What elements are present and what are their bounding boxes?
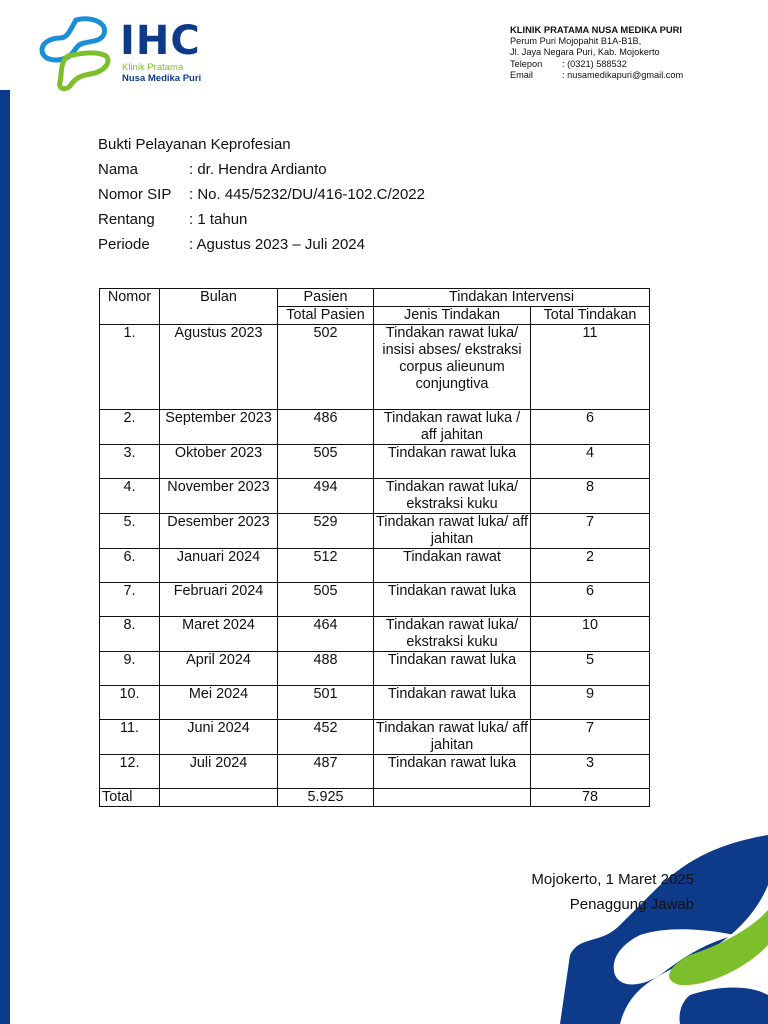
cell-pasien: 488 [278, 652, 374, 686]
cell-pasien: 501 [278, 686, 374, 720]
cell-bulan: Oktober 2023 [160, 445, 278, 479]
field-value: : No. 445/5232/DU/416-102.C/2022 [189, 186, 425, 203]
cell-bulan: Agustus 2023 [160, 325, 278, 410]
cell-bulan: November 2023 [160, 479, 278, 514]
table-row [100, 514, 650, 549]
header-total-pasien: Total Pasien [278, 307, 374, 325]
decorative-logo-watermark [560, 835, 768, 1024]
cell-bulan: Juli 2024 [160, 755, 278, 789]
clinic-address-1: Perum Puri Mojopahit B1A-B1B, [510, 35, 642, 46]
cell-jenis: Tindakan rawat luka [374, 583, 531, 617]
field-periode [98, 236, 425, 261]
cell-bulan: Mei 2024 [160, 686, 278, 720]
cell-no: 5. [100, 514, 160, 549]
field-value: : Agustus 2023 – Juli 2024 [189, 236, 365, 253]
cell-no: 2. [100, 410, 160, 445]
clinic-phone [510, 59, 683, 71]
email-value: : nusamedikapuri@gmail.com [562, 70, 684, 80]
header-tindakan: Tindakan Intervensi [374, 289, 650, 307]
doc-title: Bukti Pelayanan Keprofesian [98, 136, 291, 153]
cell-jenis: Tindakan rawat luka/ ekstraksi kuku [374, 617, 531, 652]
cell-total: 7 [531, 720, 650, 755]
cell-total: 4 [531, 445, 650, 479]
table-row [100, 410, 650, 445]
cell-total: 7 [531, 514, 650, 549]
clinic-email [510, 70, 683, 82]
field-value: : 1 tahun [189, 211, 248, 228]
table-row [100, 617, 650, 652]
field-rentang [98, 211, 425, 236]
total-label: Total [100, 789, 160, 807]
total-empty [160, 789, 278, 807]
clinic-logo [38, 16, 218, 92]
signature-block [531, 867, 694, 917]
cell-bulan: Januari 2024 [160, 549, 278, 583]
cell-pasien: 494 [278, 479, 374, 514]
phone-value: : (0321) 588532 [562, 58, 627, 69]
cell-total: 6 [531, 410, 650, 445]
cell-total: 6 [531, 583, 650, 617]
table-row [100, 445, 650, 479]
field-label: Nomor SIP [98, 186, 172, 203]
cell-jenis: Tindakan rawat [374, 549, 531, 583]
total-pasien: 5.925 [278, 789, 374, 807]
logo-wordmark: IHC [120, 18, 201, 64]
field-nomor-sip [98, 186, 425, 211]
cell-pasien: 502 [278, 325, 374, 410]
cell-jenis: Tindakan rawat luka/ aff jahitan [374, 514, 531, 549]
cell-no: 6. [100, 549, 160, 583]
header-pasien: Pasien [278, 289, 374, 307]
field-nama [98, 161, 425, 186]
document-info [98, 136, 425, 261]
cell-total: 8 [531, 479, 650, 514]
cell-pasien: 487 [278, 755, 374, 789]
cell-bulan: September 2023 [160, 410, 278, 445]
cell-pasien: 529 [278, 514, 374, 549]
field-label: Nama [98, 161, 139, 178]
cell-jenis: Tindakan rawat luka [374, 755, 531, 789]
cell-jenis: Tindakan rawat luka / aff jahitan [374, 410, 531, 445]
table-row [100, 755, 650, 789]
table-row [100, 720, 650, 755]
side-accent-bar [0, 90, 10, 1024]
cell-no: 7. [100, 583, 160, 617]
field-label: Rentang [98, 211, 155, 228]
cell-total: 5 [531, 652, 650, 686]
cell-pasien: 452 [278, 720, 374, 755]
cell-pasien: 464 [278, 617, 374, 652]
cell-jenis: Tindakan rawat luka [374, 652, 531, 686]
cell-total: 2 [531, 549, 650, 583]
header-nomor: Nomor [100, 289, 160, 325]
table-row [100, 686, 650, 720]
clinic-name: KLINIK PRATAMA NUSA MEDIKA PURI [510, 24, 683, 35]
cell-jenis: Tindakan rawat luka/ ekstraksi kuku [374, 479, 531, 514]
sign-place-date: Mojokerto, 1 Maret 2025 [531, 871, 694, 888]
clinic-header [510, 24, 683, 82]
logo-subtitle-1: Klinik Pratama [122, 62, 184, 73]
cell-jenis: Tindakan rawat luka/ insisi abses/ ekstraksi corpus alieunum conjungtiva [374, 325, 531, 410]
cell-bulan: Juni 2024 [160, 720, 278, 755]
cell-jenis: Tindakan rawat luka [374, 445, 531, 479]
cell-jenis: Tindakan rawat luka/ aff jahitan [374, 720, 531, 755]
table-header-row [100, 289, 650, 307]
cell-no: 11. [100, 720, 160, 755]
cell-bulan: Desember 2023 [160, 514, 278, 549]
cell-pasien: 505 [278, 583, 374, 617]
table-row [100, 549, 650, 583]
cross-logo-icon [38, 16, 118, 92]
table-row [100, 325, 650, 410]
field-label: Periode [98, 236, 150, 253]
cell-bulan: April 2024 [160, 652, 278, 686]
header-jenis: Jenis Tindakan [374, 307, 531, 325]
total-empty [374, 789, 531, 807]
cell-bulan: Februari 2024 [160, 583, 278, 617]
cell-pasien: 486 [278, 410, 374, 445]
cell-no: 12. [100, 755, 160, 789]
cell-no: 1. [100, 325, 160, 410]
field-value: : dr. Hendra Ardianto [189, 161, 327, 178]
logo-subtitle-2: Nusa Medika Puri [122, 73, 202, 84]
cell-no: 10. [100, 686, 160, 720]
cell-no: 9. [100, 652, 160, 686]
cell-total: 10 [531, 617, 650, 652]
cell-total: 11 [531, 325, 650, 410]
sign-role: Penaggung Jawab [569, 896, 694, 913]
service-table [99, 288, 650, 807]
cell-total: 9 [531, 686, 650, 720]
cell-bulan: Maret 2024 [160, 617, 278, 652]
phone-label: Telepon [510, 58, 543, 69]
cell-no: 4. [100, 479, 160, 514]
header-bulan: Bulan [160, 289, 278, 325]
cell-jenis: Tindakan rawat luka [374, 686, 531, 720]
table-row [100, 652, 650, 686]
total-tindakan: 78 [531, 789, 650, 807]
email-label: Email [510, 70, 533, 80]
clinic-address-2: Jl. Jaya Negara Puri, Kab. Mojokerto [510, 47, 660, 57]
cell-total: 3 [531, 755, 650, 789]
cell-no: 8. [100, 617, 160, 652]
table-row [100, 583, 650, 617]
header-total-tindakan: Total Tindakan [531, 307, 650, 325]
cell-pasien: 512 [278, 549, 374, 583]
table-total-row [100, 789, 650, 807]
cell-no: 3. [100, 445, 160, 479]
table-row [100, 479, 650, 514]
cell-pasien: 505 [278, 445, 374, 479]
